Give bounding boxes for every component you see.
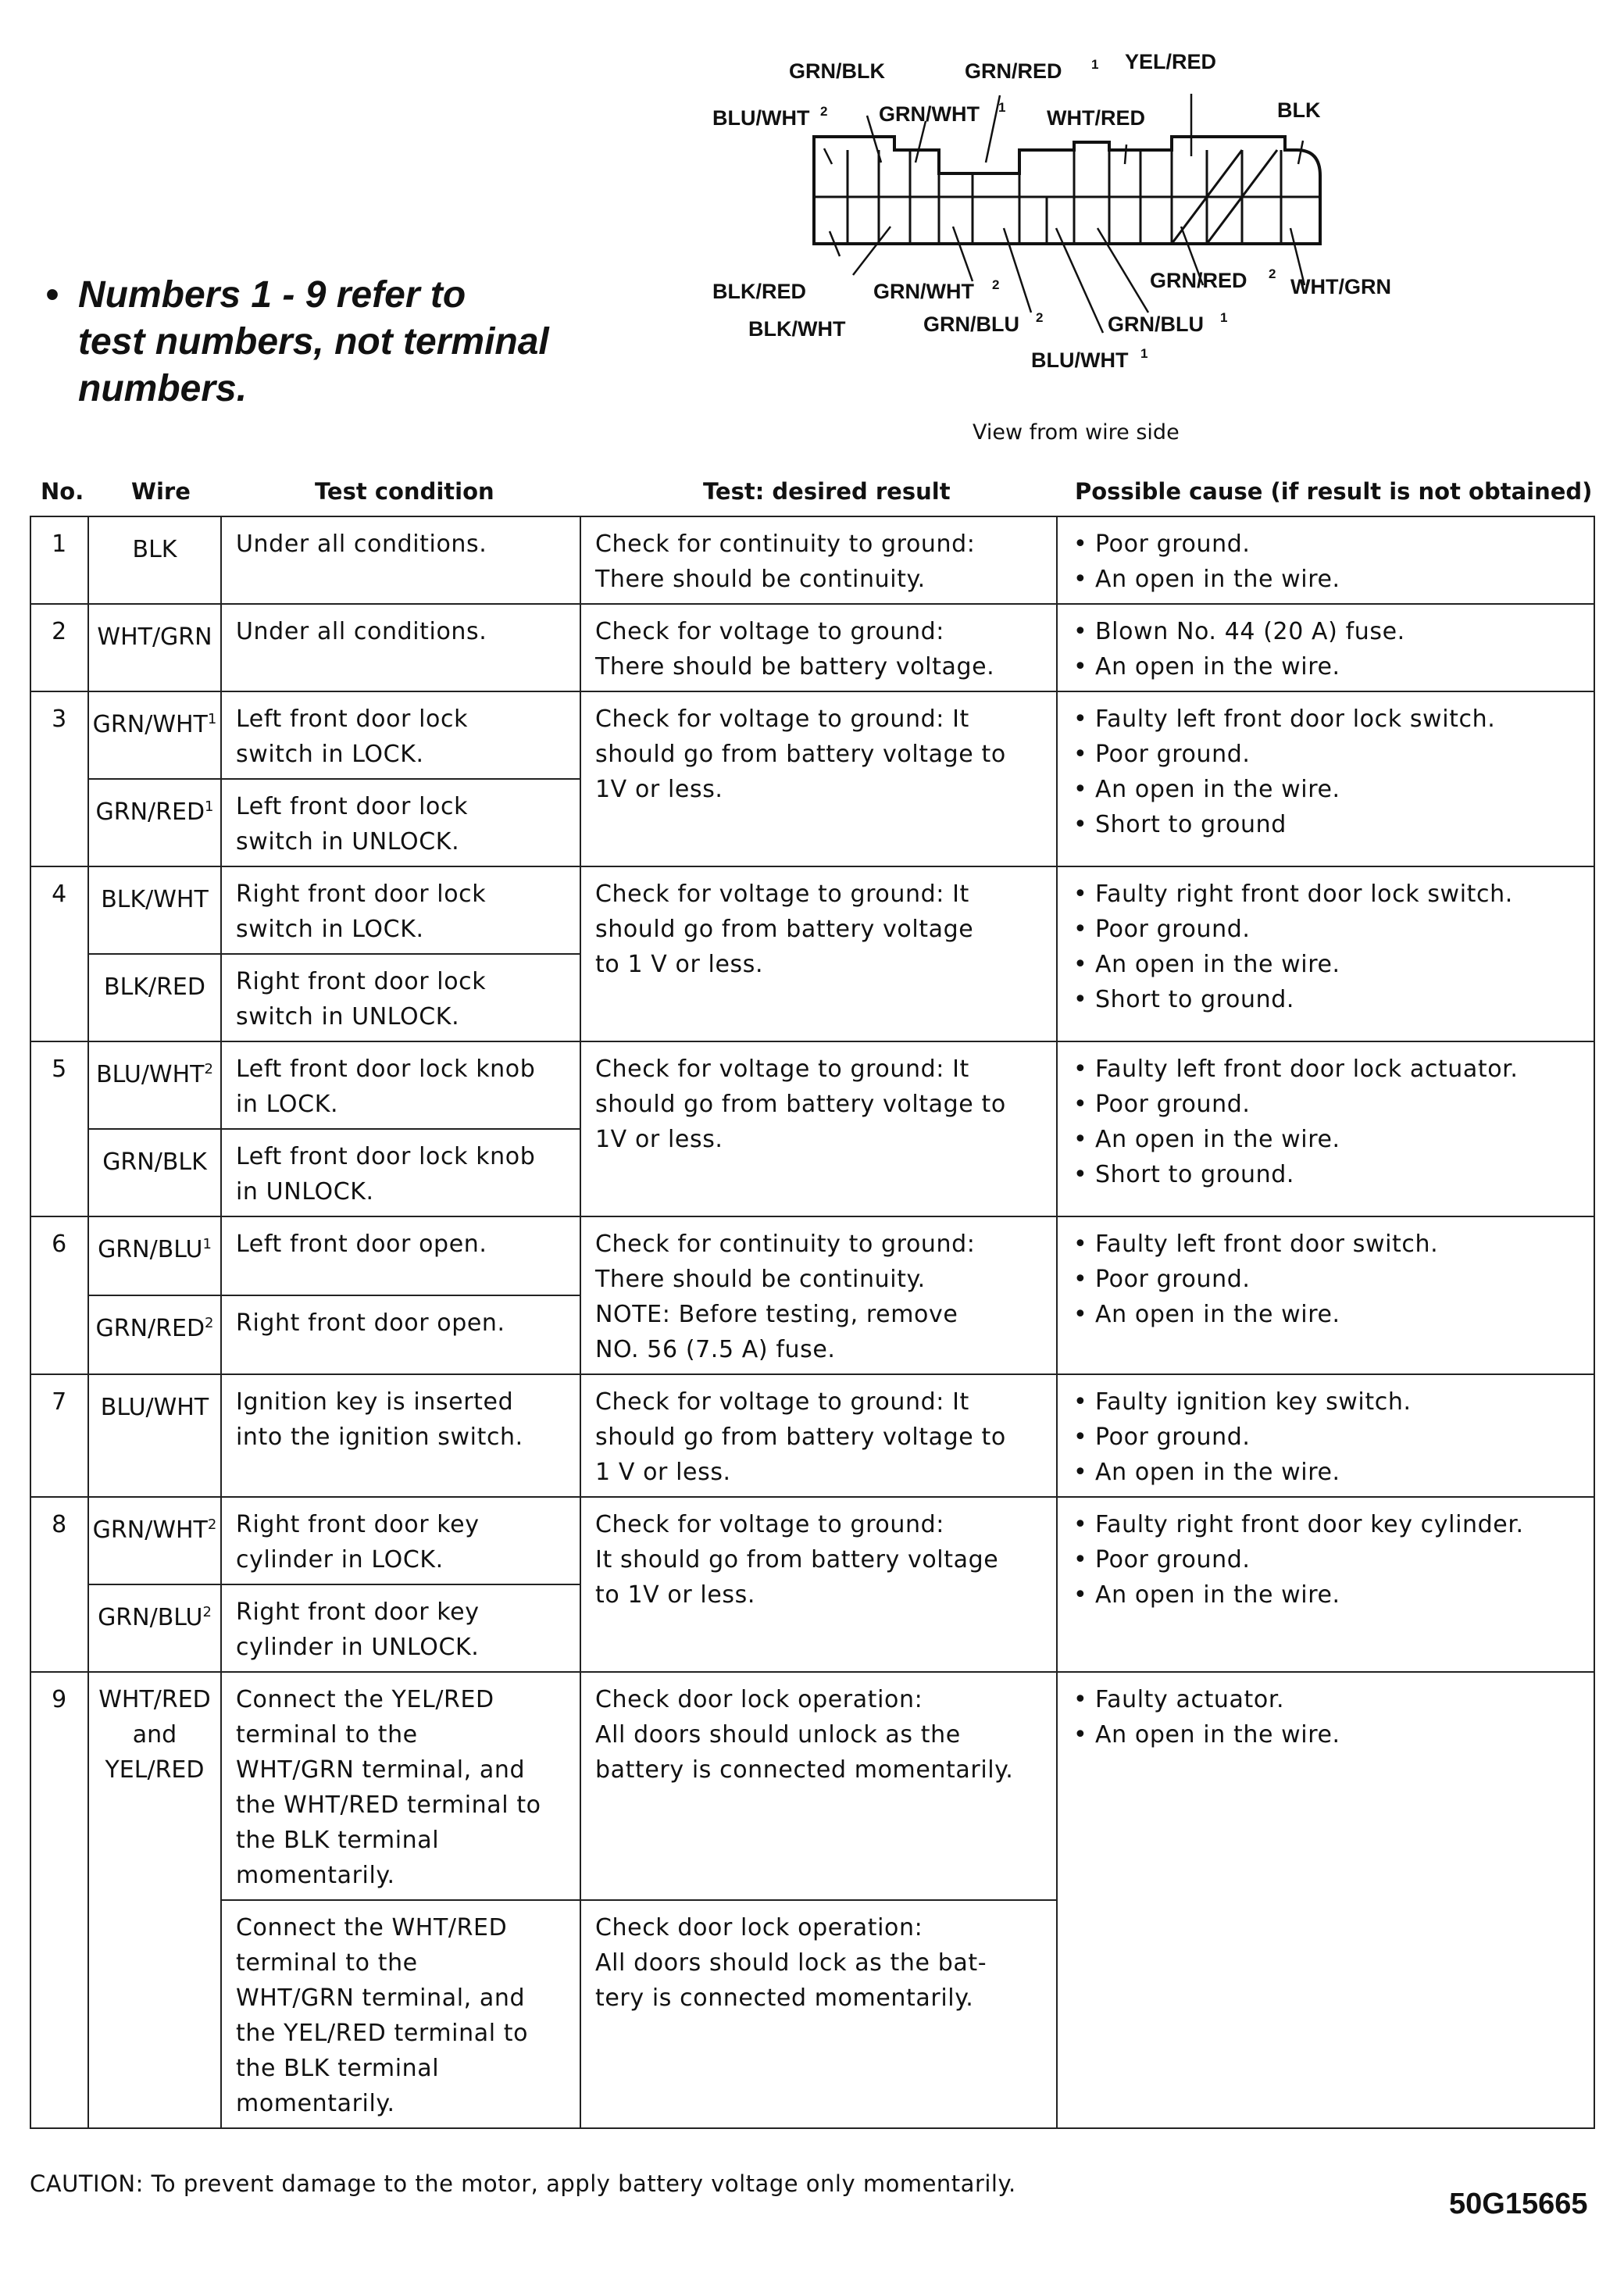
cause-item: • Faulty right front door lock switch. xyxy=(1072,877,1586,912)
condition-cell xyxy=(221,1129,580,1216)
result-cell xyxy=(580,516,1057,604)
cause-item: • Faulty left front door switch. xyxy=(1072,1227,1586,1262)
cause-item: • Poor ground. xyxy=(1072,1262,1586,1297)
header-condition: Test condition xyxy=(315,478,494,505)
document-code: 50G15665 xyxy=(1449,2188,1588,2220)
wire-cell xyxy=(88,1295,221,1374)
result-line: There should be continuity. xyxy=(595,1266,926,1293)
condition-cell xyxy=(221,779,580,866)
wire-color: BLK/RED xyxy=(104,973,205,1001)
label-blk: BLK xyxy=(1277,98,1321,122)
condition-line: momentarily. xyxy=(236,1862,395,1889)
cause-item: • Blown No. 44 (20 A) fuse. xyxy=(1072,614,1586,649)
cause-item: • Poor ground. xyxy=(1072,1420,1586,1455)
condition-line: the BLK terminal xyxy=(236,1827,440,1854)
condition-line: the WHT/RED terminal to xyxy=(236,1791,541,1819)
wire-color: BLU/WHT xyxy=(100,1394,209,1421)
condition-cell xyxy=(221,1584,580,1672)
label-wht-red: WHT/RED xyxy=(1047,106,1145,130)
result-line: tery is connected momentarily. xyxy=(595,1984,974,2012)
result-line: Check door lock operation: xyxy=(595,1914,923,1941)
wire-color: GRN/RED xyxy=(95,798,205,826)
cause-cell xyxy=(1057,866,1594,1041)
result-line: battery is connected momentarily. xyxy=(595,1756,1014,1784)
wire-cell xyxy=(88,779,221,866)
condition-cell xyxy=(221,954,580,1041)
wire-cell xyxy=(88,1584,221,1672)
result-line: to 1 V or less. xyxy=(595,951,764,978)
condition-line: Right front door lock xyxy=(236,968,487,995)
condition-cell xyxy=(221,604,580,691)
result-line: to 1V or less. xyxy=(595,1581,756,1609)
note-bullet: • xyxy=(45,274,59,316)
cause-list xyxy=(1072,527,1586,597)
cause-cell xyxy=(1057,1216,1594,1374)
cause-item: • Faulty right front door key cylinder. xyxy=(1072,1507,1586,1542)
cause-cell xyxy=(1057,604,1594,691)
cause-item: • An open in the wire. xyxy=(1072,947,1586,982)
cause-list xyxy=(1072,1052,1586,1192)
sup-grn-blu-1: 1 xyxy=(1220,310,1228,325)
condition-line: switch in LOCK. xyxy=(236,741,424,768)
result-line: Check for voltage to ground: xyxy=(595,1511,944,1538)
wire-color: GRN/WHT xyxy=(92,711,208,738)
condition-line: in LOCK. xyxy=(236,1091,339,1118)
wire-color: and xyxy=(132,1721,177,1749)
table-row xyxy=(30,866,1594,954)
cause-item: • Short to ground xyxy=(1072,807,1586,842)
result-line: Check for voltage to ground: It xyxy=(595,1388,969,1416)
cause-list xyxy=(1072,702,1586,842)
result-line: NOTE: Before testing, remove xyxy=(595,1301,958,1328)
wire-color: GRN/WHT xyxy=(92,1516,208,1544)
wire-color: BLK/WHT xyxy=(101,886,209,913)
condition-line: switch in UNLOCK. xyxy=(236,828,460,856)
result-line: Check for voltage to ground: It xyxy=(595,881,969,908)
condition-line: switch in LOCK. xyxy=(236,916,424,943)
condition-line: Connect the WHT/RED xyxy=(236,1914,508,1941)
wire-superscript: 1 xyxy=(202,1236,212,1252)
cause-item: • An open in the wire. xyxy=(1072,649,1586,684)
test-number: 2 xyxy=(30,604,88,691)
result-cell xyxy=(580,1497,1057,1672)
cause-item: • Poor ground. xyxy=(1072,1542,1586,1577)
view-caption: View from wire side xyxy=(973,420,1180,445)
result-line: There should be battery voltage. xyxy=(595,653,995,680)
cause-item: • An open in the wire. xyxy=(1072,1717,1586,1752)
test-number: 9 xyxy=(30,1672,88,2128)
wire-cell xyxy=(88,1041,221,1129)
condition-line: cylinder in UNLOCK. xyxy=(236,1634,480,1661)
test-number: 3 xyxy=(30,691,88,866)
cause-item: • An open in the wire. xyxy=(1072,1297,1586,1332)
label-grn-red-1: GRN/RED xyxy=(965,59,1062,83)
label-grn-wht-2: GRN/WHT xyxy=(873,280,974,303)
wire-color: GRN/BLK xyxy=(102,1148,207,1176)
cause-item: • Poor ground. xyxy=(1072,1087,1586,1122)
result-cell xyxy=(580,604,1057,691)
header-no: No. xyxy=(41,478,84,505)
result-line: should go from battery voltage to xyxy=(595,741,1006,768)
test-number: 6 xyxy=(30,1216,88,1374)
cause-list xyxy=(1072,1384,1586,1490)
result-line: NO. 56 (7.5 A) fuse. xyxy=(595,1336,836,1363)
condition-line: Left front door lock knob xyxy=(236,1056,536,1083)
numbering-note xyxy=(45,272,625,413)
condition-line: the YEL/RED terminal to xyxy=(236,2020,529,2047)
cause-cell xyxy=(1057,516,1594,604)
cause-item: • Faulty left front door lock actuator. xyxy=(1072,1052,1586,1087)
table-row xyxy=(30,516,1594,604)
label-blk-wht: BLK/WHT xyxy=(748,317,846,341)
cause-cell xyxy=(1057,1497,1594,1672)
condition-cell xyxy=(221,1900,580,2128)
sup-blu-wht-2: 2 xyxy=(820,104,828,119)
table-row xyxy=(30,604,1594,691)
condition-line: Left front door lock xyxy=(236,705,469,733)
connector-cavities xyxy=(814,150,1320,244)
test-number: 8 xyxy=(30,1497,88,1672)
cause-item: • Faulty ignition key switch. xyxy=(1072,1384,1586,1420)
condition-line: terminal to the xyxy=(236,1949,418,1977)
cause-item: • An open in the wire. xyxy=(1072,1122,1586,1157)
condition-cell xyxy=(221,1374,580,1497)
wire-color: GRN/RED xyxy=(95,1315,205,1342)
result-cell xyxy=(580,1041,1057,1216)
result-line: 1V or less. xyxy=(595,776,723,803)
cause-cell xyxy=(1057,691,1594,866)
sup-grn-wht-1: 1 xyxy=(998,100,1006,115)
condition-line: Under all conditions. xyxy=(236,618,487,645)
cause-list xyxy=(1072,1682,1586,1752)
cause-item: • An open in the wire. xyxy=(1072,772,1586,807)
condition-line: WHT/GRN terminal, and xyxy=(236,1984,526,2012)
wire-cell xyxy=(88,1374,221,1497)
test-number: 7 xyxy=(30,1374,88,1497)
wire-cell xyxy=(88,1497,221,1584)
condition-line: Ignition key is inserted xyxy=(236,1388,514,1416)
table-row xyxy=(30,691,1594,779)
cause-item: • An open in the wire. xyxy=(1072,562,1586,597)
result-line: There should be continuity. xyxy=(595,566,926,593)
condition-line: momentarily. xyxy=(236,2090,395,2117)
test-table xyxy=(30,516,1595,2129)
table-row xyxy=(30,1216,1594,1295)
table-row xyxy=(30,1497,1594,1584)
cause-item: • Poor ground. xyxy=(1072,912,1586,947)
table-header-row xyxy=(30,478,1592,509)
wire-superscript: 2 xyxy=(202,1604,212,1620)
wire-superscript: 2 xyxy=(205,1315,214,1331)
label-grn-wht-1: GRN/WHT xyxy=(879,102,980,126)
result-line: It should go from battery voltage xyxy=(595,1546,999,1574)
result-cell xyxy=(580,1216,1057,1374)
condition-line: in UNLOCK. xyxy=(236,1178,374,1206)
result-line: Check for voltage to ground: It xyxy=(595,1056,969,1083)
wire-superscript: 1 xyxy=(207,711,217,727)
label-blu-wht-2: BLU/WHT xyxy=(712,106,810,130)
condition-cell xyxy=(221,691,580,779)
wire-color: WHT/RED xyxy=(98,1686,211,1713)
condition-line: into the ignition switch. xyxy=(236,1423,523,1451)
wire-cell xyxy=(88,691,221,779)
header-result: Test: desired result xyxy=(703,478,951,505)
label-blk-red: BLK/RED xyxy=(712,280,806,303)
condition-cell xyxy=(221,1041,580,1129)
table-row xyxy=(30,1374,1594,1497)
condition-line: Right front door open. xyxy=(236,1309,505,1337)
wire-color: YEL/RED xyxy=(105,1756,205,1784)
condition-line: Right front door lock xyxy=(236,881,487,908)
condition-line: Left front door lock xyxy=(236,793,469,820)
result-line: Check for continuity to ground: xyxy=(595,1231,976,1258)
wire-cell xyxy=(88,954,221,1041)
condition-cell xyxy=(221,1216,580,1295)
condition-line: Right front door key xyxy=(236,1599,480,1626)
connector-diagram xyxy=(703,47,1484,391)
cause-cell xyxy=(1057,1041,1594,1216)
label-yel-red: YEL/RED xyxy=(1125,50,1217,73)
condition-line: Left front door open. xyxy=(236,1231,487,1258)
condition-cell xyxy=(221,866,580,954)
wire-color: BLK xyxy=(132,536,177,563)
caution-note: CAUTION: To prevent damage to the motor, apply battery voltage only momentarily. xyxy=(30,2170,1016,2197)
test-number: 4 xyxy=(30,866,88,1041)
test-table-body xyxy=(30,516,1594,2128)
note-line: numbers. xyxy=(78,368,248,409)
wire-cell xyxy=(88,866,221,954)
cause-list xyxy=(1072,614,1586,684)
table-row xyxy=(30,1041,1594,1129)
label-grn-blu-2: GRN/BLU xyxy=(923,313,1019,336)
wire-superscript: 2 xyxy=(204,1061,213,1077)
result-line: 1V or less. xyxy=(595,1126,723,1153)
sup-grn-blu-2: 2 xyxy=(1036,310,1044,325)
header-cause: Possible cause (if result is not obtained) xyxy=(1075,478,1593,505)
label-grn-blu-1: GRN/BLU xyxy=(1108,313,1204,336)
result-line: should go from battery voltage to xyxy=(595,1423,1006,1451)
condition-line: WHT/GRN terminal, and xyxy=(236,1756,526,1784)
result-line: All doors should unlock as the xyxy=(595,1721,961,1749)
cause-cell xyxy=(1057,1672,1594,2128)
sup-grn-red-2: 2 xyxy=(1269,266,1276,281)
cause-item: • Short to ground. xyxy=(1072,1157,1586,1192)
wire-cell xyxy=(88,1129,221,1216)
result-cell xyxy=(580,1374,1057,1497)
cause-item: • Faulty actuator. xyxy=(1072,1682,1586,1717)
wire-color: GRN/BLU xyxy=(98,1236,203,1263)
wire-color: GRN/BLU xyxy=(98,1604,203,1631)
label-wht-grn: WHT/GRN xyxy=(1290,275,1391,298)
result-line: Check for voltage to ground: xyxy=(595,618,944,645)
cause-cell xyxy=(1057,1374,1594,1497)
label-grn-blk: GRN/BLK xyxy=(789,59,885,83)
cause-item: • An open in the wire. xyxy=(1072,1577,1586,1613)
result-line: Check for voltage to ground: It xyxy=(595,705,969,733)
label-blu-wht-1: BLU/WHT xyxy=(1031,348,1129,372)
label-grn-red-2: GRN/RED xyxy=(1150,269,1247,292)
result-line: should go from battery voltage xyxy=(595,916,974,943)
condition-line: switch in UNLOCK. xyxy=(236,1003,460,1031)
wire-color: BLU/WHT xyxy=(96,1061,205,1088)
note-line: test numbers, not terminal xyxy=(78,321,549,363)
result-line: should go from battery voltage to xyxy=(595,1091,1006,1118)
condition-cell xyxy=(221,1497,580,1584)
result-line: Check door lock operation: xyxy=(595,1686,923,1713)
condition-line: terminal to the xyxy=(236,1721,418,1749)
cause-list xyxy=(1072,1507,1586,1613)
header-wire: Wire xyxy=(131,478,191,505)
cause-item: • Poor ground. xyxy=(1072,527,1586,562)
test-number: 1 xyxy=(30,516,88,604)
wire-cell xyxy=(88,1216,221,1295)
result-cell xyxy=(580,691,1057,866)
condition-line: cylinder in LOCK. xyxy=(236,1546,444,1574)
result-line: 1 V or less. xyxy=(595,1459,731,1486)
note-line: Numbers 1 - 9 refer to xyxy=(78,274,466,316)
cause-item: • An open in the wire. xyxy=(1072,1455,1586,1490)
sup-blu-wht-1: 1 xyxy=(1140,346,1148,361)
wire-color: WHT/GRN xyxy=(97,623,212,651)
result-cell xyxy=(580,1672,1057,1900)
wire-superscript: 1 xyxy=(205,798,214,815)
result-line: Check for continuity to ground: xyxy=(595,530,976,558)
sup-grn-red-1: 1 xyxy=(1091,57,1099,72)
cause-item: • Faulty left front door lock switch. xyxy=(1072,702,1586,737)
condition-cell xyxy=(221,1672,580,1900)
sup-grn-wht-2: 2 xyxy=(992,277,1000,292)
cause-item: • Poor ground. xyxy=(1072,737,1586,772)
cause-item: • Short to ground. xyxy=(1072,982,1586,1017)
test-number: 5 xyxy=(30,1041,88,1216)
wire-cell xyxy=(88,516,221,604)
condition-line: the BLK terminal xyxy=(236,2055,440,2082)
table-row xyxy=(30,1672,1594,1900)
cause-list xyxy=(1072,1227,1586,1332)
condition-line: Connect the YEL/RED xyxy=(236,1686,494,1713)
cause-list xyxy=(1072,877,1586,1017)
condition-cell xyxy=(221,1295,580,1374)
condition-line: Under all conditions. xyxy=(236,530,487,558)
result-cell xyxy=(580,1900,1057,2128)
wire-superscript: 2 xyxy=(207,1516,217,1533)
result-cell xyxy=(580,866,1057,1041)
wire-cell xyxy=(88,604,221,691)
condition-line: Left front door lock knob xyxy=(236,1143,536,1170)
result-line: All doors should lock as the bat- xyxy=(595,1949,987,1977)
condition-cell xyxy=(221,516,580,604)
wire-cell xyxy=(88,1672,221,2128)
condition-line: Right front door key xyxy=(236,1511,480,1538)
